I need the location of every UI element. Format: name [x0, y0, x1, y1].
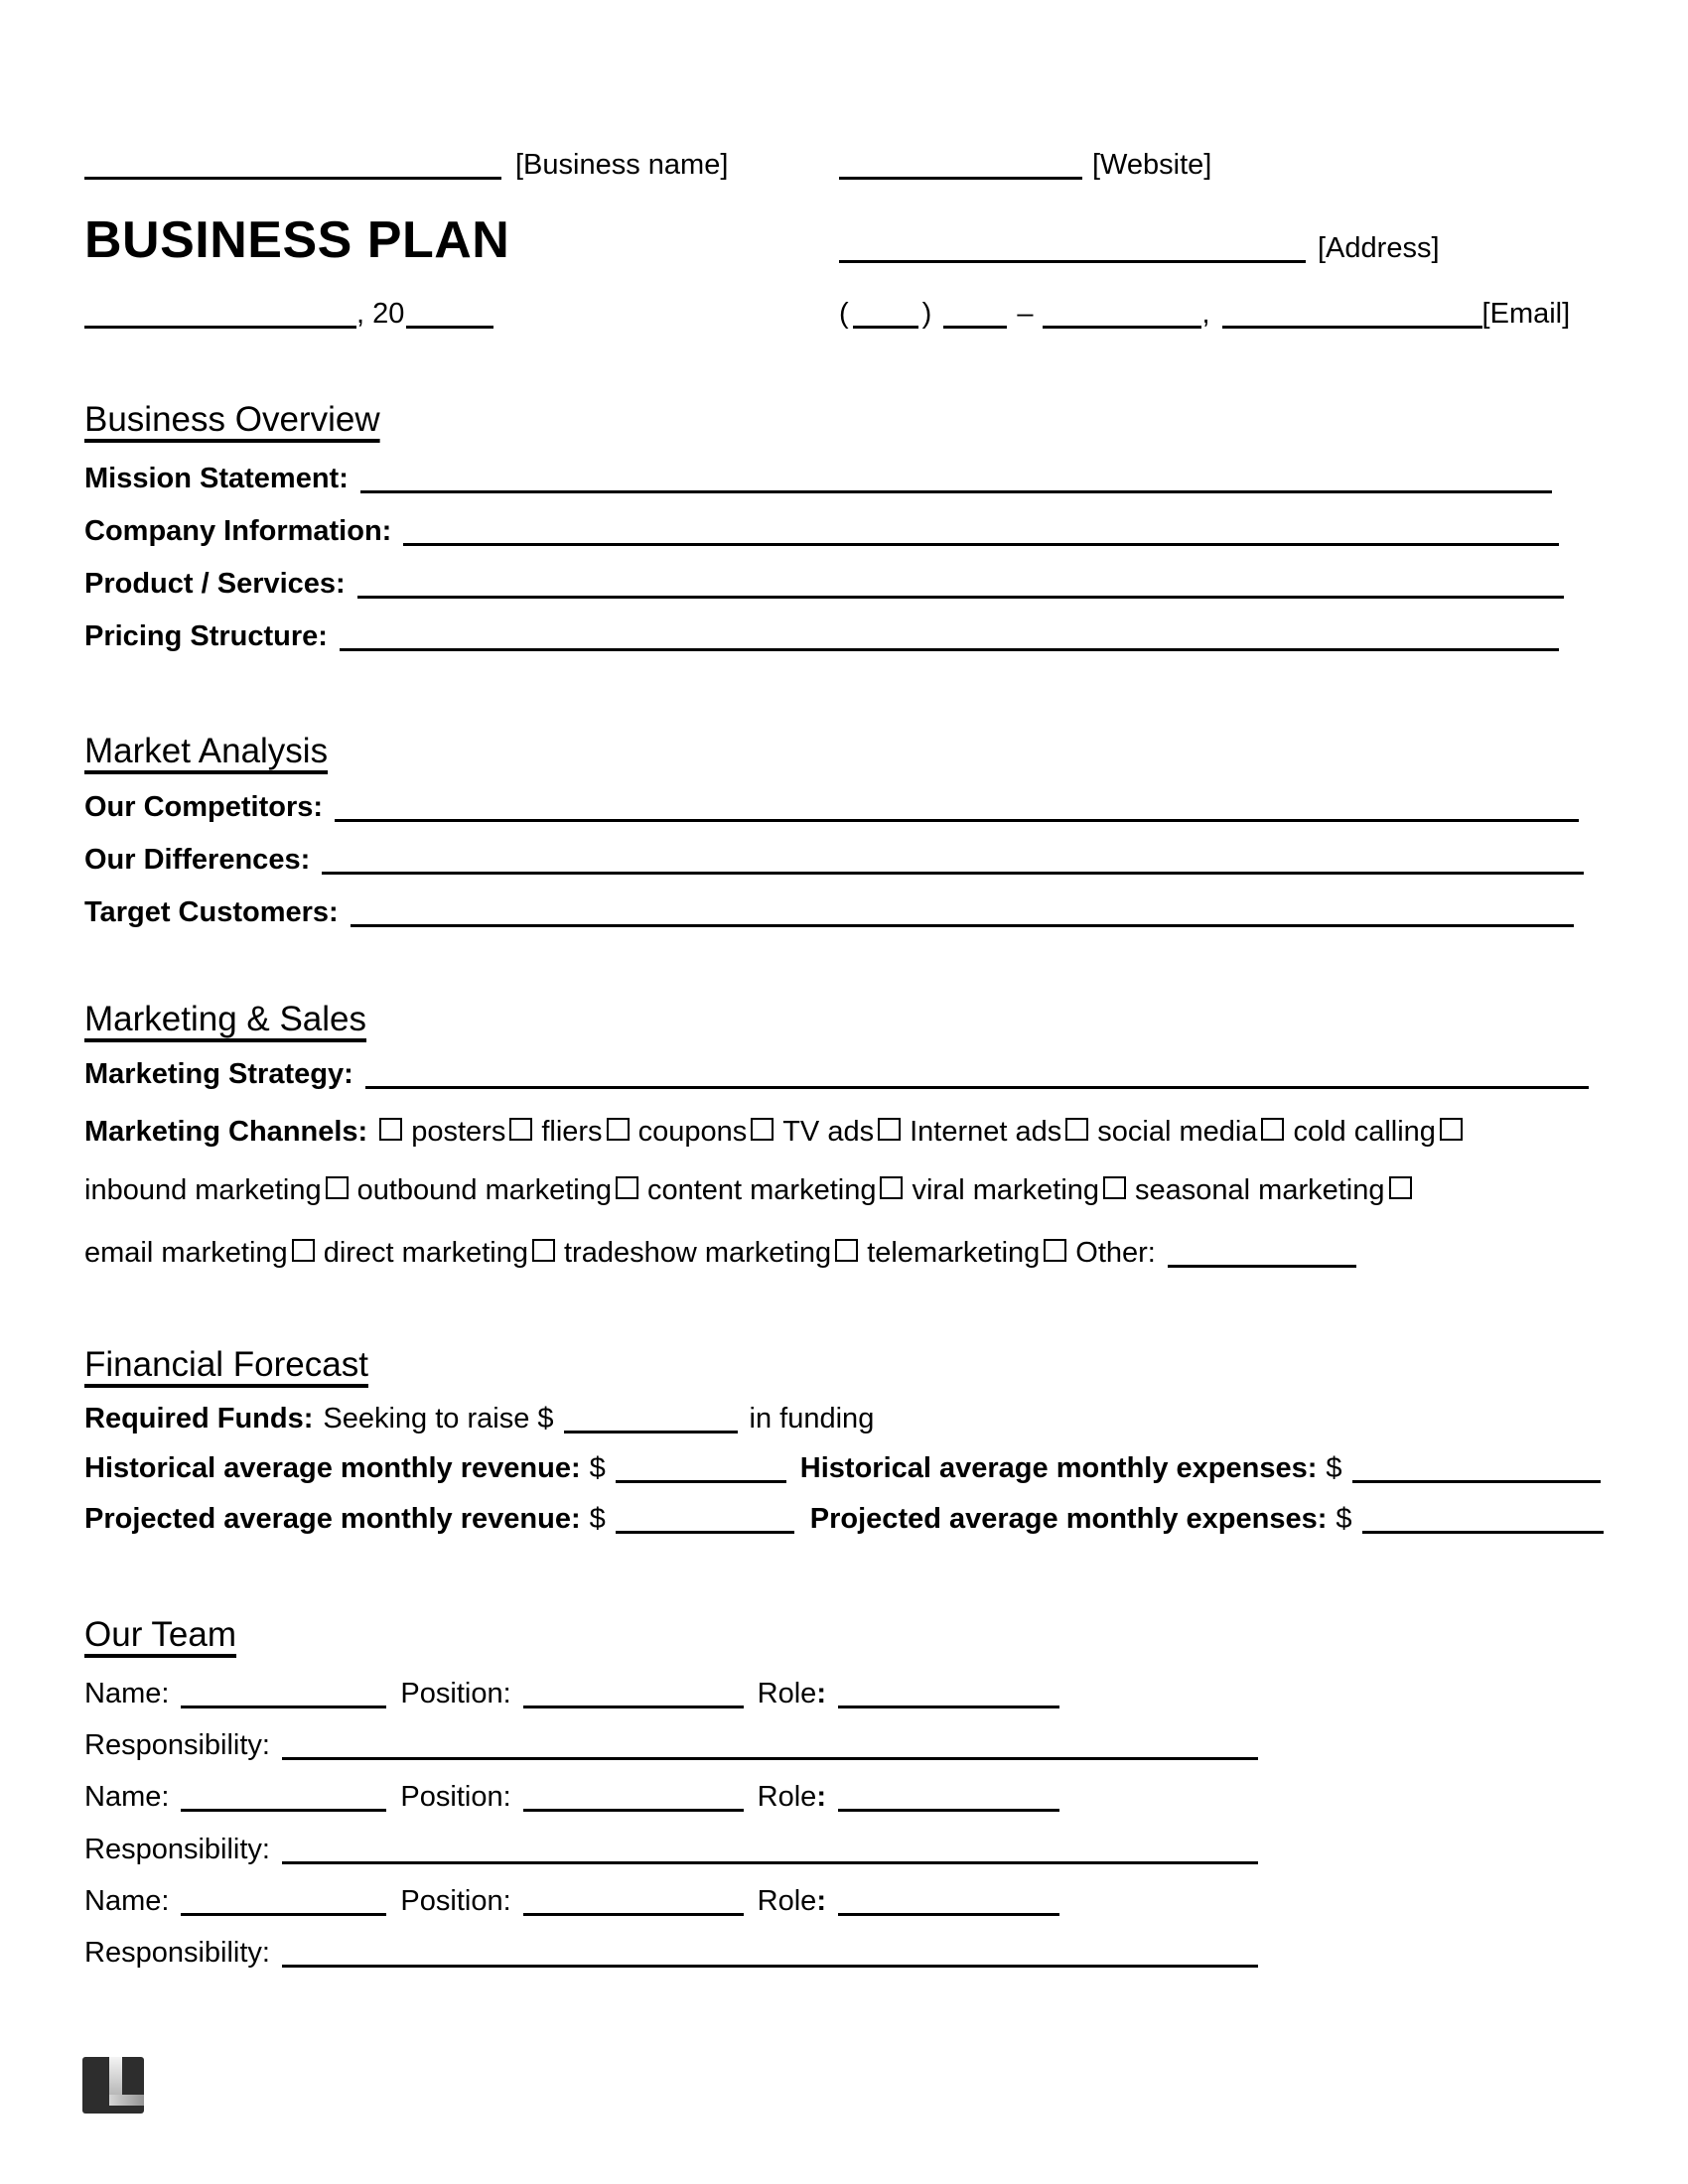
address-label: [Address] [1318, 232, 1440, 264]
responsibility-label: Responsibility: [84, 1834, 270, 1865]
our-team-heading: Our Team [84, 1615, 237, 1654]
company-information-blank[interactable] [403, 543, 1559, 546]
section-business-overview [84, 399, 1604, 441]
channel-outbound-marketing: outbound marketing [356, 1174, 612, 1206]
position-label: Position: [400, 1885, 511, 1917]
target-customers-label: Target Customers: [84, 896, 339, 928]
our-differences-row [84, 842, 1604, 878]
projected-revenue-dollar: $ [589, 1503, 606, 1535]
header-line-3 [84, 296, 1604, 332]
role-label: Role [757, 1678, 817, 1709]
name-label: Name: [84, 1781, 170, 1813]
date-blank[interactable] [84, 326, 356, 329]
team-member-1-row [84, 1676, 1604, 1711]
phone-open-paren: ( [839, 298, 849, 330]
product-services-label: Product / Services: [84, 568, 346, 600]
checkbox-inbound-marketing[interactable] [1440, 1118, 1463, 1141]
website-group [839, 147, 1211, 183]
projected-revenue-blank[interactable] [616, 1531, 794, 1534]
phone-close-paren: ) [921, 298, 932, 330]
address-group [839, 230, 1440, 266]
position-blank-2[interactable] [523, 1809, 744, 1812]
responsibility-blank-3[interactable] [282, 1965, 1258, 1968]
historical-row [84, 1450, 1604, 1486]
header-line-2 [84, 212, 1604, 268]
required-funds-suffix: in funding [749, 1403, 875, 1434]
checkbox-fliers[interactable] [509, 1118, 532, 1141]
name-label: Name: [84, 1678, 170, 1709]
our-competitors-label: Our Competitors: [84, 791, 324, 823]
checkbox-cold-calling[interactable] [1261, 1118, 1284, 1141]
historical-revenue-dollar: $ [589, 1452, 606, 1484]
section-marketing-sales [84, 999, 1604, 1040]
channel-viral-marketing: viral marketing [912, 1174, 1100, 1206]
our-differences-blank[interactable] [322, 872, 1584, 875]
market-analysis-heading: Market Analysis [84, 732, 329, 770]
marketing-channels-label: Marketing Channels: [84, 1116, 368, 1148]
team-member-3-row [84, 1883, 1604, 1919]
checkbox-seasonal-marketing[interactable] [1103, 1176, 1126, 1199]
position-label: Position: [400, 1678, 511, 1709]
channel-tv-ads: TV ads [782, 1116, 875, 1148]
our-differences-label: Our Differences: [84, 844, 311, 876]
required-funds-prefix: Seeking to raise $ [323, 1403, 554, 1434]
financial-forecast-heading: Financial Forecast [84, 1345, 368, 1384]
historical-revenue-label: Historical average monthly revenue: [84, 1452, 581, 1484]
our-competitors-row [84, 789, 1604, 825]
section-financial-forecast [84, 1344, 1604, 1386]
checkbox-outbound-marketing[interactable] [326, 1176, 349, 1199]
role-blank-1[interactable] [838, 1706, 1059, 1708]
channel-seasonal-marketing: seasonal marketing [1135, 1174, 1385, 1206]
pricing-structure-blank[interactable] [340, 648, 1559, 651]
role-colon: : [816, 1678, 826, 1709]
historical-expenses-dollar: $ [1326, 1452, 1342, 1484]
historical-revenue-blank[interactable] [616, 1480, 786, 1483]
position-blank-1[interactable] [523, 1706, 744, 1708]
target-customers-blank[interactable] [351, 924, 1574, 927]
target-customers-row [84, 894, 1604, 930]
phone-prefix-blank[interactable] [943, 326, 1007, 329]
channel-cold-calling: cold calling [1293, 1116, 1436, 1148]
role-label: Role [757, 1781, 817, 1813]
checkbox-content-marketing[interactable] [616, 1176, 638, 1199]
checkbox-email-marketing[interactable] [1389, 1176, 1412, 1199]
section-our-team [84, 1614, 1604, 1656]
other-channel-blank[interactable] [1168, 1265, 1356, 1268]
responsibility-label: Responsibility: [84, 1937, 270, 1969]
mission-statement-blank[interactable] [360, 490, 1552, 493]
email-label: [Email] [1481, 298, 1571, 330]
checkbox-internet-ads[interactable] [878, 1118, 901, 1141]
date-prefix-label: , 20 [356, 298, 405, 330]
responsibility-blank-1[interactable] [282, 1757, 1258, 1760]
checkbox-telemarketing[interactable] [835, 1239, 858, 1262]
position-blank-3[interactable] [523, 1913, 744, 1916]
name-blank-2[interactable] [181, 1809, 386, 1812]
product-services-blank[interactable] [357, 596, 1564, 599]
business-name-label: [Business name] [515, 149, 729, 181]
checkbox-viral-marketing[interactable] [880, 1176, 903, 1199]
team-responsibility-1-row [84, 1727, 1604, 1763]
marketing-channels-line-2 [84, 1172, 1604, 1208]
pricing-structure-row [84, 618, 1604, 654]
address-blank[interactable] [839, 260, 1306, 263]
projected-expenses-label: Projected average monthly expenses: [809, 1503, 1328, 1535]
team-responsibility-2-row [84, 1832, 1604, 1867]
team-responsibility-3-row [84, 1935, 1604, 1971]
company-information-label: Company Information: [84, 515, 392, 547]
marketing-strategy-label: Marketing Strategy: [84, 1058, 353, 1090]
channel-posters: posters [411, 1116, 506, 1148]
historical-expenses-blank[interactable] [1352, 1480, 1601, 1483]
projected-expenses-blank[interactable] [1362, 1531, 1604, 1534]
marketing-channels-line-3 [84, 1235, 1604, 1271]
area-code-blank[interactable] [853, 326, 918, 329]
our-competitors-blank[interactable] [335, 819, 1579, 822]
phone-line-blank[interactable] [1043, 326, 1201, 329]
checkbox-posters[interactable] [379, 1118, 402, 1141]
checkbox-other[interactable] [1044, 1239, 1066, 1262]
pricing-structure-label: Pricing Structure: [84, 620, 328, 652]
website-label: [Website] [1092, 149, 1212, 181]
responsibility-blank-2[interactable] [282, 1861, 1258, 1864]
name-label: Name: [84, 1885, 170, 1917]
role-blank-2[interactable] [838, 1809, 1059, 1812]
year-blank[interactable] [406, 326, 493, 329]
checkbox-tv-ads[interactable] [751, 1118, 774, 1141]
role-colon: : [816, 1885, 826, 1917]
projected-row [84, 1501, 1604, 1537]
product-services-row [84, 566, 1604, 602]
channel-internet-ads: Internet ads [910, 1116, 1062, 1148]
channel-inbound-marketing: inbound marketing [84, 1174, 322, 1206]
channel-fliers: fliers [541, 1116, 603, 1148]
marketing-strategy-row [84, 1056, 1604, 1092]
business-name-blank[interactable] [84, 177, 501, 180]
role-blank-3[interactable] [838, 1913, 1059, 1916]
marketing-sales-heading: Marketing & Sales [84, 1000, 367, 1038]
marketing-strategy-blank[interactable] [365, 1086, 1589, 1089]
channel-email-marketing: email marketing [84, 1237, 288, 1269]
mission-statement-row [84, 461, 1604, 496]
phone-comma: , [1201, 298, 1210, 330]
mission-statement-label: Mission Statement: [84, 463, 349, 494]
business-overview-heading: Business Overview [84, 400, 380, 439]
channel-content-marketing: content marketing [646, 1174, 877, 1206]
historical-expenses-label: Historical average monthly expenses: [799, 1452, 1318, 1484]
checkbox-coupons[interactable] [607, 1118, 630, 1141]
page-title: BUSINESS PLAN [84, 211, 510, 269]
channel-social-media: social media [1097, 1116, 1258, 1148]
checkbox-direct-marketing[interactable] [292, 1239, 315, 1262]
projected-revenue-label: Projected average monthly revenue: [84, 1503, 581, 1535]
logo-l-mark-horizontal [109, 2095, 144, 2106]
other-label: Other: [1075, 1237, 1156, 1269]
required-funds-label: Required Funds: [84, 1403, 314, 1434]
name-blank-3[interactable] [181, 1913, 386, 1916]
channel-tradeshow-marketing: tradeshow marketing [564, 1237, 832, 1269]
channel-direct-marketing: direct marketing [323, 1237, 528, 1269]
name-blank-1[interactable] [181, 1706, 386, 1708]
marketing-channels-line-1 [84, 1114, 1604, 1150]
website-blank[interactable] [839, 177, 1082, 180]
team-member-2-row [84, 1779, 1604, 1815]
projected-expenses-dollar: $ [1336, 1503, 1352, 1535]
section-market-analysis [84, 731, 1604, 772]
role-label: Role [757, 1885, 817, 1917]
legal-templates-logo [82, 2057, 144, 2114]
phone-email-group [839, 296, 1570, 332]
checkbox-social-media[interactable] [1065, 1118, 1088, 1141]
checkbox-tradeshow-marketing[interactable] [532, 1239, 555, 1262]
role-colon: : [816, 1781, 826, 1813]
channel-telemarketing: telemarketing [867, 1237, 1041, 1269]
phone-dash: – [1017, 298, 1034, 330]
email-blank[interactable] [1222, 326, 1482, 329]
responsibility-label: Responsibility: [84, 1729, 270, 1761]
required-funds-blank[interactable] [564, 1431, 738, 1433]
company-information-row [84, 513, 1604, 549]
required-funds-row [84, 1401, 1604, 1436]
channel-coupons: coupons [637, 1116, 748, 1148]
position-label: Position: [400, 1781, 511, 1813]
header-line-1 [84, 147, 1604, 183]
